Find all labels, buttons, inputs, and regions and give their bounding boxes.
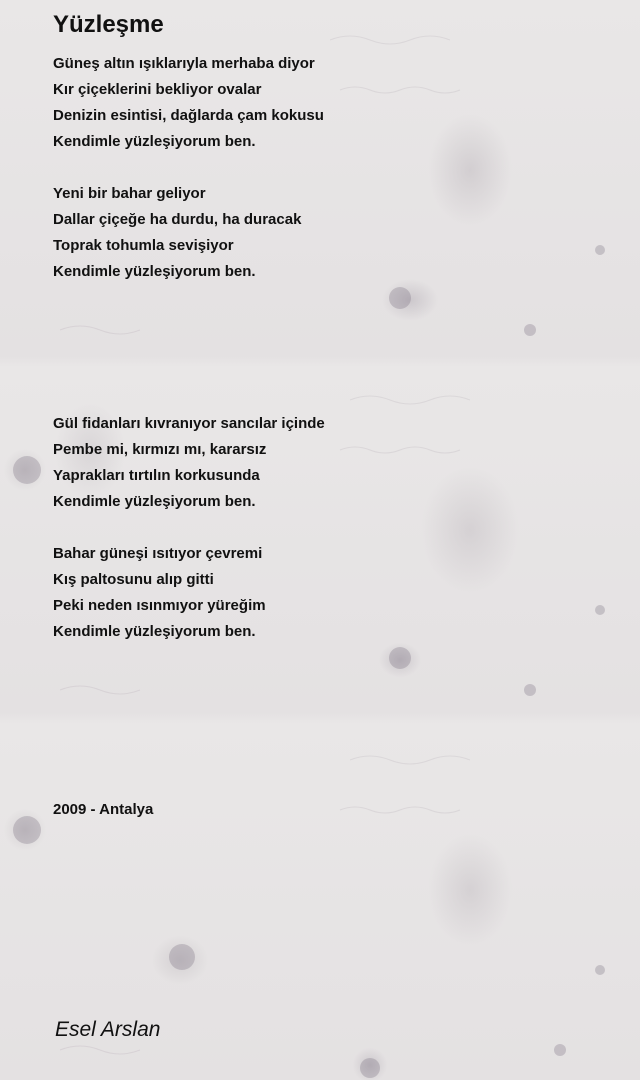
stanza-1 — [53, 51, 324, 155]
poem-line: Gül fidanları kıvranıyor sancılar içinde — [53, 415, 325, 432]
poem-line: Toprak tohumla sevişiyor — [53, 237, 234, 254]
poem-line: Bahar güneşi ısıtıyor çevremi — [53, 545, 263, 562]
poem-line: Peki neden ısınmıyor yüreğim — [53, 597, 266, 614]
poem-line: Dallar çiçeğe ha durdu, ha duracak — [53, 211, 302, 228]
poem-line: Güneş altın ışıklarıyla merhaba diyor — [53, 55, 315, 72]
stanza-4 — [53, 541, 266, 645]
poem-line: Kendimle yüzleşiyorum ben. — [53, 623, 256, 640]
poem-line: Yaprakları tırtılın korkusunda — [53, 467, 260, 484]
stanza-3 — [53, 411, 325, 515]
place-date: 2009 - Antalya — [53, 801, 154, 818]
author-name: Esel Arslan — [55, 1018, 161, 1041]
poem-title: Yüzleşme — [53, 11, 164, 38]
stanza-2 — [53, 181, 301, 285]
poem-line: Kır çiçeklerini bekliyor ovalar — [53, 81, 262, 98]
poem-line: Kış paltosunu alıp gitti — [53, 571, 214, 588]
poem-line: Denizin esintisi, dağlarda çam kokusu — [53, 107, 324, 124]
poem-line: Pembe mi, kırmızı mı, kararsız — [53, 441, 267, 458]
poem-line: Kendimle yüzleşiyorum ben. — [53, 133, 256, 150]
poem-line: Kendimle yüzleşiyorum ben. — [53, 263, 256, 280]
poem-line: Yeni bir bahar geliyor — [53, 185, 206, 202]
poem-line: Kendimle yüzleşiyorum ben. — [53, 493, 256, 510]
